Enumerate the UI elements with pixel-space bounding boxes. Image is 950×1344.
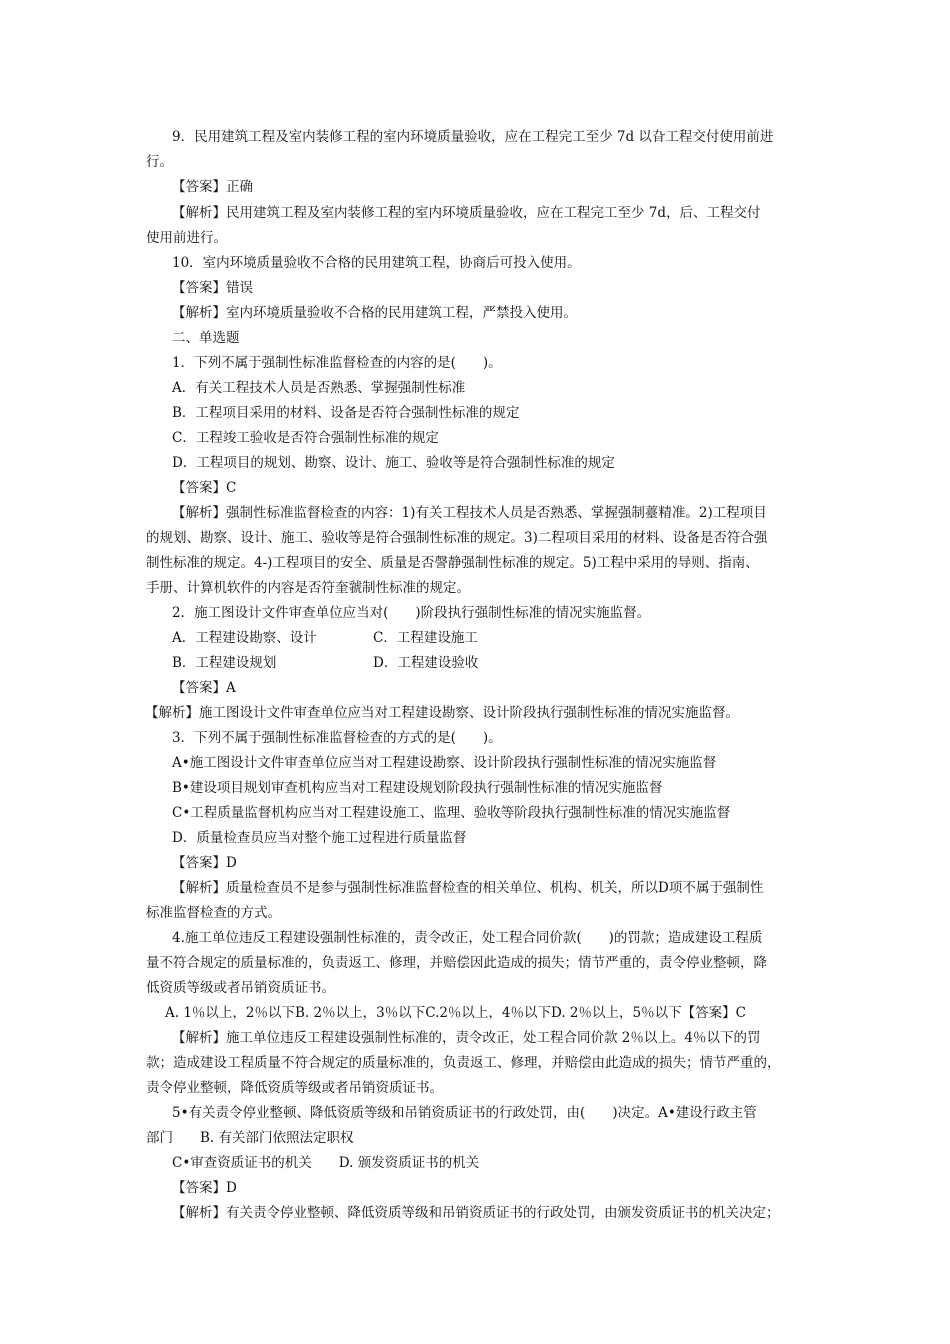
single-choice-2-option-d: D．工程建设验收 [373, 655, 479, 671]
single-choice-3-text: 3．下列不属于强制性标准监督检查的方式的是( )。 [172, 730, 502, 746]
single-choice-5-answer: 【答案】D [172, 1180, 237, 1196]
single-choice-1-analysis: 手册、计算机软件的内容是否符奎虢制性标准的规定。 [146, 580, 470, 596]
single-choice-3-option: D．质量检查员应当对整个施工过程进行质量监督 [172, 830, 467, 846]
section-title: 二、单选题 [172, 330, 240, 346]
single-choice-5-analysis: 【解析】有关责令停业整顿、降低资质等级和吊销资质证书的行政处罚，由颁发资质证书的机关决定； [172, 1205, 780, 1221]
question-10-analysis: 【解析】室内环境质量验收不合格的民用建筑工程，严禁投入使用。 [172, 305, 577, 321]
single-choice-1-analysis: 的规划、勘察、设计、施工、验收等是符合强制性标准的规定。3)二程项目采用的材料、设备是否符合强 [146, 530, 768, 546]
question-9-analysis-cont: 使用前进行。 [146, 230, 227, 246]
single-choice-1-option: B．工程项目采用的材料、设备是否符合强制性标准的规定 [172, 405, 520, 421]
single-choice-3-answer: 【答案】D [172, 855, 237, 871]
single-choice-4-analysis: 款；造成建设工程质量不符合规定的质量标准的，负责返工、修理，并赔偿由此造成的损失；情节严重的， [146, 1055, 781, 1071]
single-choice-2-text: 2．施工图设计文件审查单位应当对( )阶段执行强制性标准的情况实施监督。 [172, 605, 651, 621]
single-choice-1-analysis: 制性标准的规定。4-)工程项目的安全、质量是否謦静强制性标准的规定。5)工程中采用的导则、指南、 [146, 555, 759, 571]
single-choice-1-answer: 【答案】C [172, 480, 237, 496]
single-choice-4-analysis: 责令停业整顿，降低资质等级或者吊销资质证书。 [146, 1080, 443, 1096]
single-choice-2-option-a: A．工程建设勘察、设计 [172, 630, 317, 646]
single-choice-1-option: D．工程项目的规划、勘察、设计、施工、验收等是符合强制性标准的规定 [172, 455, 615, 471]
single-choice-2-answer: 【答案】A [172, 680, 236, 696]
question-9-answer: 【答案】正确 [172, 179, 253, 195]
single-choice-1-option: C．工程竣工验收是否符合强制性标准的规定 [172, 430, 439, 446]
single-choice-2-analysis: 【解析】施工图设计文件审查单位应当对工程建设勘察、设计阶段执行强制性标准的情况实施监督。 [145, 705, 739, 721]
single-choice-4-text: 4.施工单位违反工程建设强制性标准的，责令改正，处工程合同价款( )的罚款；造成建设工程质 [172, 930, 763, 946]
single-choice-4-options-answer: A. 1％以上，2％以下B. 2％以上，3％以下C.2％以上，4％以下D. 2％以上，5％以下【答案】C [165, 1005, 746, 1021]
single-choice-3-analysis: 【解析】质量检查员不是参与强制性标准监督检查的相关单位、机构、机关，所以D项不属于强制性 [172, 880, 764, 896]
single-choice-4-text: 量不符合规定的质量标准的，负责返工、修理，并赔偿因此造成的损失；情节严重的，责令停业整顿，降 [146, 955, 767, 971]
question-9-text: 9．民用建筑工程及室内装修工程的室内环境质量验收，应在工程完工至少 7d 以旮工程交付使用前进 [172, 129, 774, 145]
single-choice-3-analysis-cont: 标准监督检查的方式。 [146, 905, 281, 921]
question-9-text-cont: 行。 [146, 154, 173, 170]
single-choice-4-analysis: 【解析】施工单位违反工程建设强制性标准的，责令改正，处工程合同价款 2％以上。4％以下的罚 [172, 1030, 761, 1046]
single-choice-5-options: C•审查资质证书的机关 D. 颁发资质证书的机关 [172, 1155, 480, 1171]
single-choice-1-text: 1．下列不属于强制性标准监督检查的内容的是( )。 [172, 355, 502, 371]
question-10-text: 10．室内环境质量验收不合格的民用建筑工程，协商后可投入使用。 [172, 255, 581, 271]
single-choice-3-option: C•工程质量监督机构应当对工程建设施工、监理、验收等阶段执行强制性标准的情况实施监督 [172, 805, 731, 821]
question-10-answer: 【答案】错误 [172, 280, 253, 296]
single-choice-3-option: A•施工图设计文件审查单位应当对工程建设勘察、设计阶段执行强制性标准的情况实施监督 [172, 755, 717, 771]
single-choice-1-option: A．有关工程技术人员是否熟悉、掌握强制性标准 [172, 380, 466, 396]
single-choice-2-option-c: C．工程建设施工 [373, 630, 478, 646]
single-choice-1-analysis: 【解析】强制性标准监督检查的内容：1)有关工程技术人员是否熟悉、掌握强制薹精准。2)工程项目 [172, 505, 767, 521]
single-choice-5-text: 5•有关责令停业整顿、降低资质等级和吊销资质证书的行政处罚，由( )决定。A•建设行政主管 [172, 1105, 757, 1121]
single-choice-4-text: 低资质等级或者吊销资质证书。 [146, 980, 335, 996]
question-9-analysis: 【解析】民用建筑工程及室内装修工程的室内环境质量验收，应在工程完工至少 7d，后、工程交付 [172, 205, 761, 221]
single-choice-2-option-b: B．工程建设规划 [172, 655, 277, 671]
single-choice-5-text-cont: 部门 B. 有关部门依照法定职权 [146, 1130, 354, 1146]
single-choice-3-option: B•建设项目规划审查机构应当对工程建设规划阶段执行强制性标准的情况实施监督 [172, 780, 663, 796]
